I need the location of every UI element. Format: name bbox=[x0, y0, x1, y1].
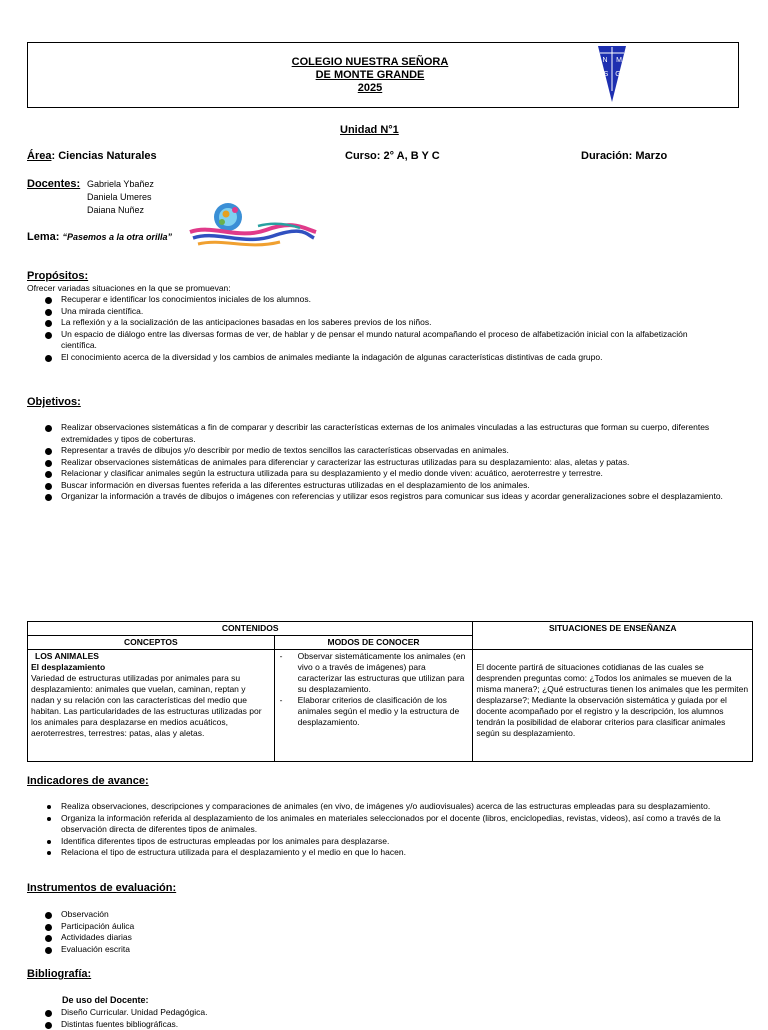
area-label: Área bbox=[27, 150, 51, 162]
lema-logo-image bbox=[188, 200, 318, 252]
modos-cell bbox=[274, 650, 473, 762]
list-item: La reflexión y a la socialización de las anticipaciones basadas en los saberes previos de los niños. bbox=[27, 317, 717, 329]
list-item: Una mirada científica. bbox=[27, 306, 717, 318]
list-item: Participación áulica bbox=[27, 921, 427, 933]
list-item: Realizar observaciones sistemáticas de animales para diferenciar y caracterizar las estructuras utilizadas para su desplazamiento: alas, aletas y patas. bbox=[27, 457, 727, 469]
objetivos-list bbox=[27, 422, 727, 503]
lema bbox=[27, 231, 172, 243]
docente-name: Daiana Nuñez bbox=[87, 205, 144, 215]
conceptos-cell bbox=[28, 650, 275, 762]
list-item: Recuperar e identificar los conocimientos iniciales de los alumnos. bbox=[27, 294, 717, 306]
school-title bbox=[240, 56, 500, 95]
logo-letter-m: M bbox=[616, 57, 622, 64]
modos-item-text: Observar sistemáticamente los animales (en vivo o a través de imágenes) para caracterizar las estructuras que utilizan para su desplazamiento. bbox=[298, 651, 466, 694]
header-modos: MODOS DE CONOCER bbox=[274, 636, 473, 650]
objetivos-title: Objetivos: bbox=[27, 396, 81, 408]
logo-letter-g: G bbox=[615, 71, 620, 78]
modos-item: - Elaborar criterios de clasificación de los animales según el medio y la estructura de desplazamiento. bbox=[278, 695, 470, 728]
list-item: Diseño Curricular. Unidad Pedagógica. bbox=[27, 1007, 427, 1019]
conceptos-subtitle: El desplazamiento bbox=[31, 662, 271, 673]
unit-title-text: Unidad N°1 bbox=[340, 124, 399, 136]
bibliografia-title: Bibliografía: bbox=[27, 968, 91, 980]
curso-field: Curso: 2° A, B Y C bbox=[345, 150, 440, 162]
school-name-line1: COLEGIO NUESTRA SEÑORA bbox=[240, 56, 500, 69]
instrumentos-list bbox=[27, 909, 427, 955]
list-item: Relacionar y clasificar animales según la estructura utilizada para su desplazamiento y el medio donde viven: acuático, aeroterrestre y terrestre. bbox=[27, 468, 727, 480]
docente-name: Daniela Umeres bbox=[87, 192, 152, 202]
header-contenidos: CONTENIDOS bbox=[28, 622, 473, 636]
list-item: Realizar observaciones sistemáticas a fin de comparar y describir las características externas de los animales vinculadas a las estructuras que forman su cuerpo, diferentes extremidades y tipos de coberturas. bbox=[27, 422, 727, 445]
propositos-intro: Ofrecer variadas situaciones en la que se promuevan: bbox=[27, 283, 231, 294]
lema-text: “Pasemos a la otra orilla” bbox=[62, 232, 172, 242]
bibliografia-list bbox=[27, 1007, 427, 1030]
school-shield-logo bbox=[597, 45, 627, 103]
indicadores-list bbox=[27, 801, 732, 859]
bibliografia-subtitle: De uso del Docente: bbox=[62, 995, 149, 1005]
list-item: Observación bbox=[27, 909, 427, 921]
area-value: : Ciencias Naturales bbox=[51, 150, 156, 162]
list-item: Relaciona el tipo de estructura utilizada para el desplazamiento y el medio en que lo hacen. bbox=[27, 847, 732, 859]
list-item: Organiza la información referida al desplazamiento de los animales en materiales seleccionados por el docente (libros, enciclopedias, revistas, videos), así como a través de la observación directa de diferentes tipos de animales. bbox=[27, 813, 732, 836]
list-item: Representar a través de dibujos y/o describir por medio de textos sencillos las características observadas en animales. bbox=[27, 445, 727, 457]
instrumentos-title: Instrumentos de evaluación: bbox=[27, 882, 176, 894]
modos-item-text: Elaborar criterios de clasificación de los animales según el medio y la estructura de desplazamiento. bbox=[298, 695, 460, 727]
indicadores-title: Indicadores de avance: bbox=[27, 775, 149, 787]
logo-letter-n: N bbox=[602, 57, 607, 64]
list-item: Evaluación escrita bbox=[27, 944, 427, 956]
list-item: El conocimiento acerca de la diversidad y los cambios de animales mediante la indagación de algunas características distintivas de cada grupo. bbox=[27, 352, 717, 364]
area-field bbox=[27, 150, 157, 162]
list-item: Buscar información en diversas fuentes referida a las diferentes estructuras utilizadas en el desplazamiento de los animales. bbox=[27, 480, 727, 492]
list-item: Organizar la información a través de dibujos o imágenes con referencias y utilizar esos registros para comunicar sus ideas y acordar generalizaciones sobre el desplazamiento. bbox=[27, 491, 727, 503]
unit-title bbox=[340, 124, 417, 136]
situaciones-cell: El docente partirá de situaciones cotidianas de las cuales se desprenden preguntas como: ¿Todos los animales se mueven de la misma manera?; ¿Qué estructuras tienen los animales que les permiten desplazarse?; Mediante la observación sistemática y guiada por el docente acompañado por el registro y la descripción, los alumnos tendrán la posibilidad de elaborar criterios para clasificar animales según su desplazamiento. bbox=[473, 650, 753, 762]
list-item: Distintas fuentes bibliográficas. bbox=[27, 1019, 427, 1030]
header-conceptos: CONCEPTOS bbox=[28, 636, 275, 650]
list-item: Realiza observaciones, descripciones y comparaciones de animales (en vivo, de imágenes y/o audiovisuales) acerca de las estructuras empleadas para su desplazamiento. bbox=[27, 801, 732, 813]
header-situaciones: SITUACIONES DE ENSEÑANZA bbox=[473, 622, 753, 650]
list-item: Un espacio de diálogo entre las diversas formas de ver, de hablar y de pensar el mundo natural acompañando el proceso de alfabetización inicial con la alfabetización científica. bbox=[27, 329, 717, 352]
contenidos-table bbox=[27, 621, 753, 762]
conceptos-title: LOS ANIMALES bbox=[31, 651, 271, 662]
docentes-label: Docentes: bbox=[27, 178, 80, 190]
logo-letter-s: S bbox=[604, 71, 609, 78]
lema-label: Lema: bbox=[27, 231, 62, 243]
modos-item: - Observar sistemáticamente los animales (en vivo o a través de imágenes) para caracterizar las estructuras que utilizan para su desplazamiento. bbox=[278, 651, 470, 695]
propositos-list bbox=[27, 294, 717, 363]
docente-name: Gabriela Ybañez bbox=[87, 179, 154, 189]
propositos-title: Propósitos: bbox=[27, 270, 88, 282]
school-name-line2: DE MONTE GRANDE bbox=[240, 69, 500, 82]
duracion-field: Duración: Marzo bbox=[581, 150, 667, 162]
list-item: Actividades diarias bbox=[27, 932, 427, 944]
school-year: 2025 bbox=[240, 82, 500, 95]
conceptos-text: Variedad de estructuras utilizadas por animales para su desplazamiento: animales que vuelan, caminan, reptan y nadan y su relación con las características del medio que habitan. Las particularidades de las estructuras utilizadas por los animales para desplazarse en medios acuáticos, aeroterrestres, terrestres: patas, alas y aletas. bbox=[31, 673, 271, 739]
list-item: Identifica diferentes tipos de estructuras empleadas por los animales para desplazarse. bbox=[27, 836, 732, 848]
